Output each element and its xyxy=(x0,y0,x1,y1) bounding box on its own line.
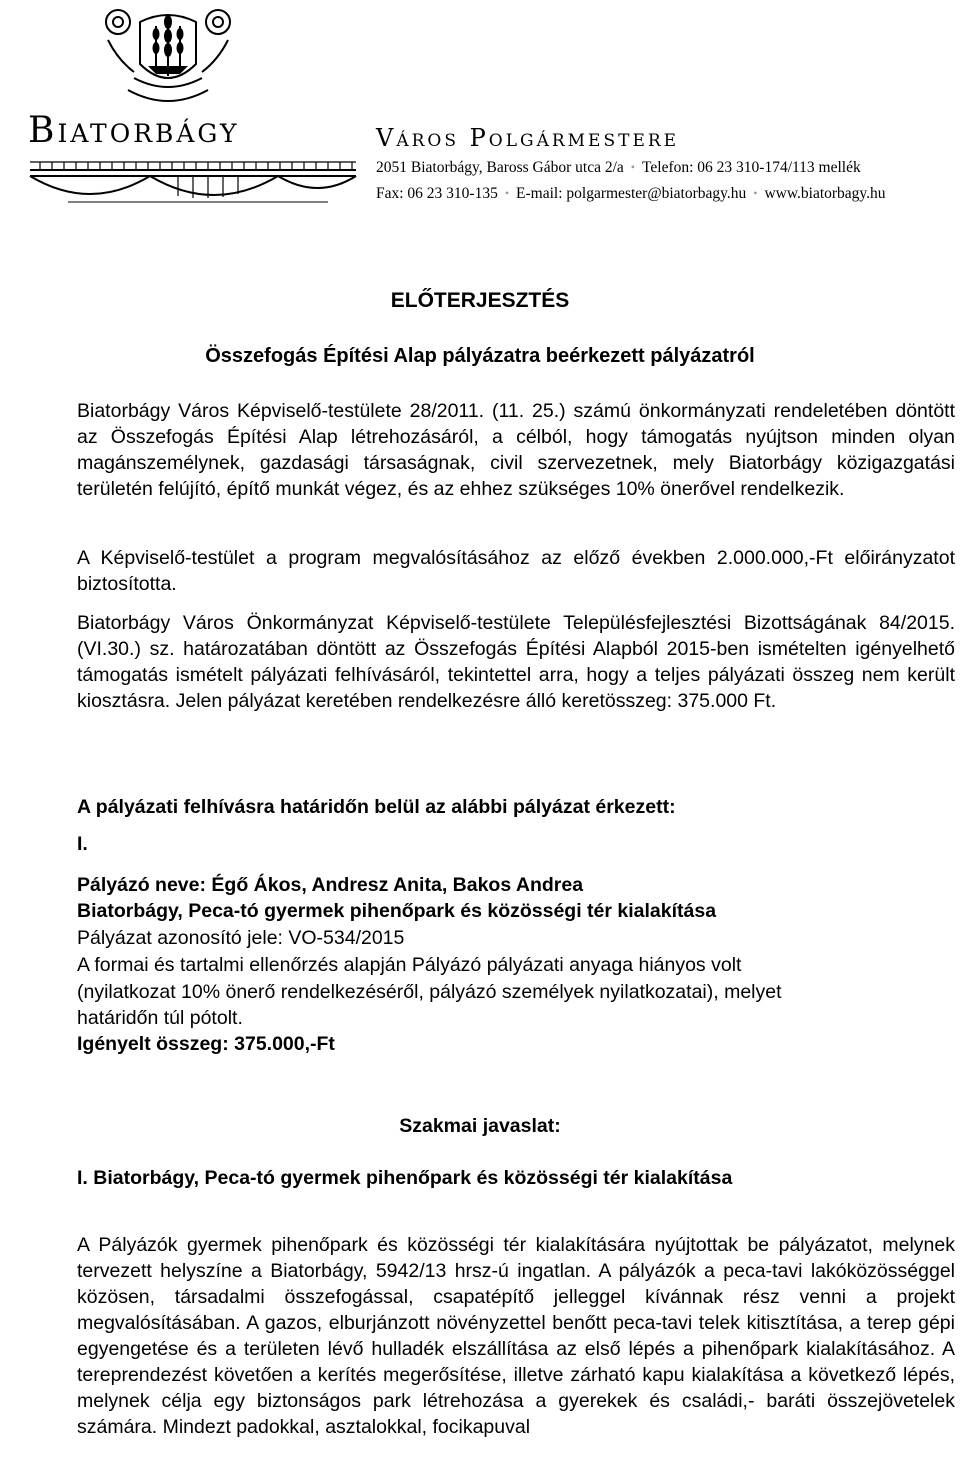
received-applications-heading: A pályázati felhívásra határidőn belül az alábbi pályázat érkezett: xyxy=(77,796,676,818)
intro-paragraph: Biatorbágy Város Képviselő-testülete 28/2011. (11. 25.) számú önkormányzati rendeletében döntött az Összefogás Építési Alap létrehozásáról, a célból, hogy támogatás nyújtson minden olyan magánszemélynek, gazdasági társaságnak, civil szervezetnek, mely Biatorbágy közigazgatási területén felújító, építő munkát végez, és az ehhez szükséges 10% önerővel rendelkezik. xyxy=(77,400,955,500)
application-id: Pályázat azonosító jele: VO-534/2015 xyxy=(77,927,405,949)
committee-decision-paragraph: Biatorbágy Város Önkormányzat Képviselő-testülete Településfejlesztési Bizottságának 84/2015. (VI.30.) sz. határozatában döntött az Összefogás Építési Alapból 2015-ben ismételten igényelhető támogatás ismételt pályázati felhívásáról, tekintettel arra, hogy a teljes pályázati összeg nem került kiosztásra. Jelen pályázat keretében rendelkezésre álló keretösszeg: 375.000 Ft. xyxy=(77,612,955,712)
city-name-logotype: Biatorbágy xyxy=(28,110,240,151)
office-fax: Fax: 06 23 310-135 xyxy=(376,185,498,202)
section-numeral: I. xyxy=(77,833,88,855)
viaduct-bridge-illustration xyxy=(28,156,358,208)
bullet-separator: • xyxy=(630,160,635,174)
office-website: www.biatorbagy.hu xyxy=(764,185,886,202)
office-phone: Telefon: 06 23 310-174/113 mellék xyxy=(642,159,861,176)
contact-line-fax-email-web xyxy=(376,185,886,203)
check-result-line-1: A formai és tartalmi ellenőrzés alapján Pályázó pályázati anyaga hiányos volt xyxy=(77,954,742,976)
office-title: Város Polgármestere xyxy=(376,124,680,152)
proposal-paragraph: A Pályázók gyermek pihenőpark és közösségi tér kialakítására nyújtottak be pályázatot, melynek tervezett helyszíne a Biatorbágy, 5942/13 hrsz-ú ingatlan. A pályázók a peca-tavi lakóközösséggel közösen, társadalmi összefogással, csapatépítő jelleggel kívánnak rész venni a projekt megvalósításában. A gazos, elburjánzott növényzettel benőtt peca-tavi telek kitisztítása, a terep gépi egyengetése és a területen lévő hulladék elszállítása az első lépés a pihenőpark kialakításához. A tereprendezést követően a kerítés megerősítése, illetve zárható kapu kialakítása a következő lépés, melynek célja egy biztonságos park létrehozása a gyerekek és családi,- baráti összejövetelek számára. Mindezt padokkal, asztalokkal, focikapuval xyxy=(77,1234,955,1438)
check-result-line-3: határidőn túl pótolt. xyxy=(77,1007,243,1029)
check-result-line-2: (nyilatkozat 10% önerő rendelkezéséről, pályázó személyek nyilatkozatai), melyet xyxy=(77,981,782,1003)
bullet-separator: • xyxy=(753,186,758,200)
document-title: ELŐTERJESZTÉS xyxy=(390,289,570,312)
contact-line-address-phone xyxy=(376,159,861,177)
applicant-names: Pályázó neve: Égő Ákos, Andresz Anita, Bakos Andrea xyxy=(77,874,584,896)
coat-of-arms-emblem xyxy=(98,0,238,118)
budget-paragraph: A Képviselő-testület a program megvalósításához az előző években 2.000.000,-Ft előirányzatot biztosította. xyxy=(77,547,955,595)
proposal-heading: Szakmai javaslat: xyxy=(399,1115,561,1137)
proposal-item-title: I. Biatorbágy, Peca-tó gyermek pihenőpark és közösségi tér kialakítása xyxy=(77,1167,733,1189)
office-email: E-mail: polgarmester@biatorbagy.hu xyxy=(516,185,747,202)
office-address: 2051 Biatorbágy, Baross Gábor utca 2/a xyxy=(376,159,624,176)
project-title: Biatorbágy, Peca-tó gyermek pihenőpark és közösségi tér kialakítása xyxy=(77,900,717,922)
document-subtitle: Összefogás Építési Alap pályázatra beérkezett pályázatról xyxy=(205,345,755,367)
bullet-separator: • xyxy=(504,186,510,200)
requested-amount: Igényelt összeg: 375.000,-Ft xyxy=(77,1033,335,1055)
